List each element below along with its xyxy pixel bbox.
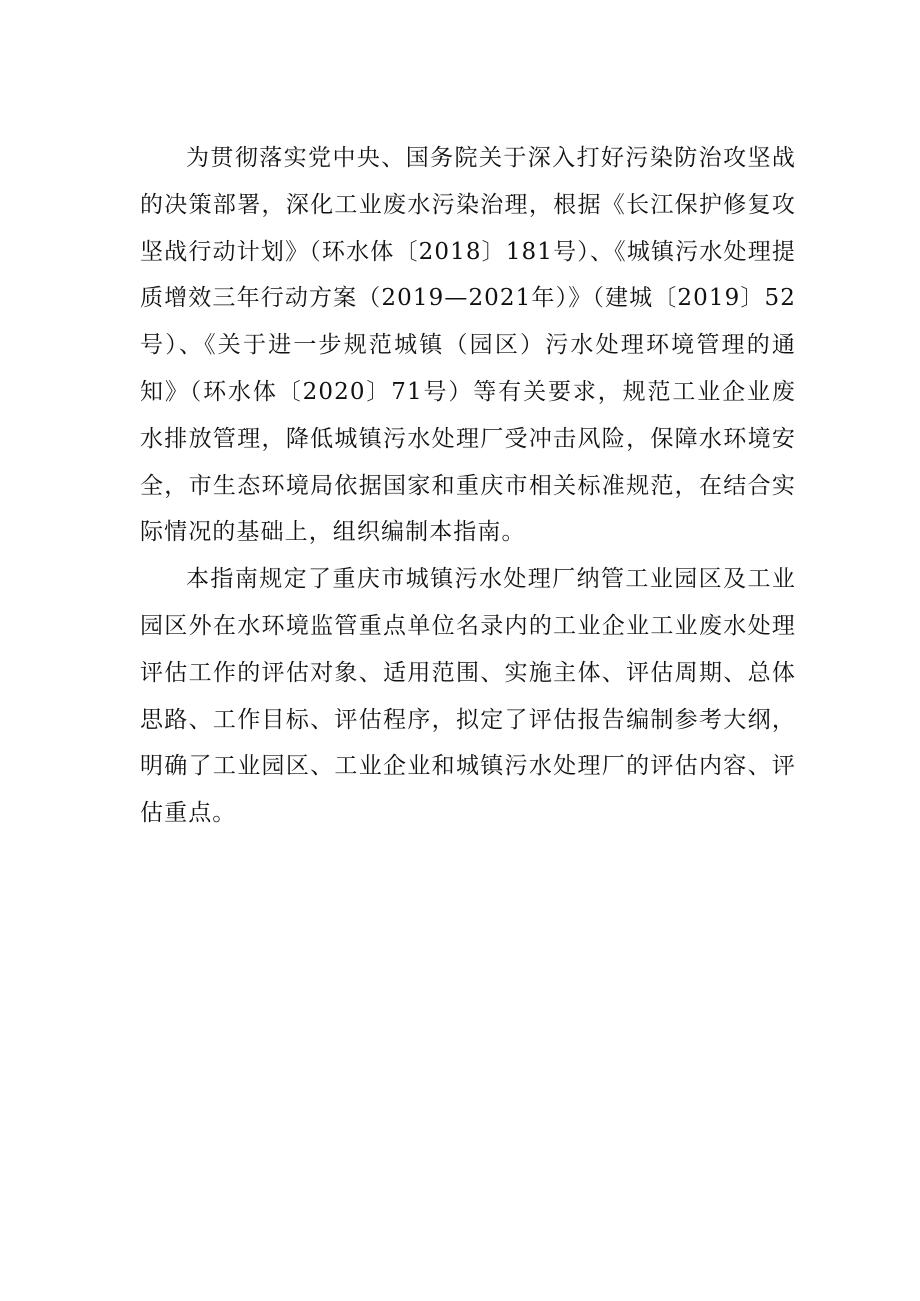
- document-body: [140, 135, 796, 837]
- paragraph-purpose: 为贯彻落实党中央、国务院关于深入打好污染防治攻坚战的决策部署，深化工业废水污染治理，根据《长江保护修复攻坚战行动计划》（环水体〔2018〕181号）、《城镇污水处理提质增效三年行动方案（2019—2021年）》（建城〔2019〕52号）、《关于进一步规范城镇（园区）污水处理环境管理的通知》（环水体〔2020〕71号）等有关要求，规范工业企业废水排放管理，降低城镇污水处理厂受冲击风险，保障水环境安全，市生态环境局依据国家和重庆市相关标准规范，在结合实际情况的基础上，组织编制本指南。: [140, 145, 796, 546]
- paragraph-scope: 本指南规定了重庆市城镇污水处理厂纳管工业园区及工业园区外在水环境监管重点单位名录内的工业企业工业废水处理评估工作的评估对象、适用范围、实施主体、评估周期、总体思路、工作目标、评估程序，拟定了评估报告编制参考大纲，明确了工业园区、工业企业和城镇污水处理厂的评估内容、评估重点。: [140, 566, 796, 827]
